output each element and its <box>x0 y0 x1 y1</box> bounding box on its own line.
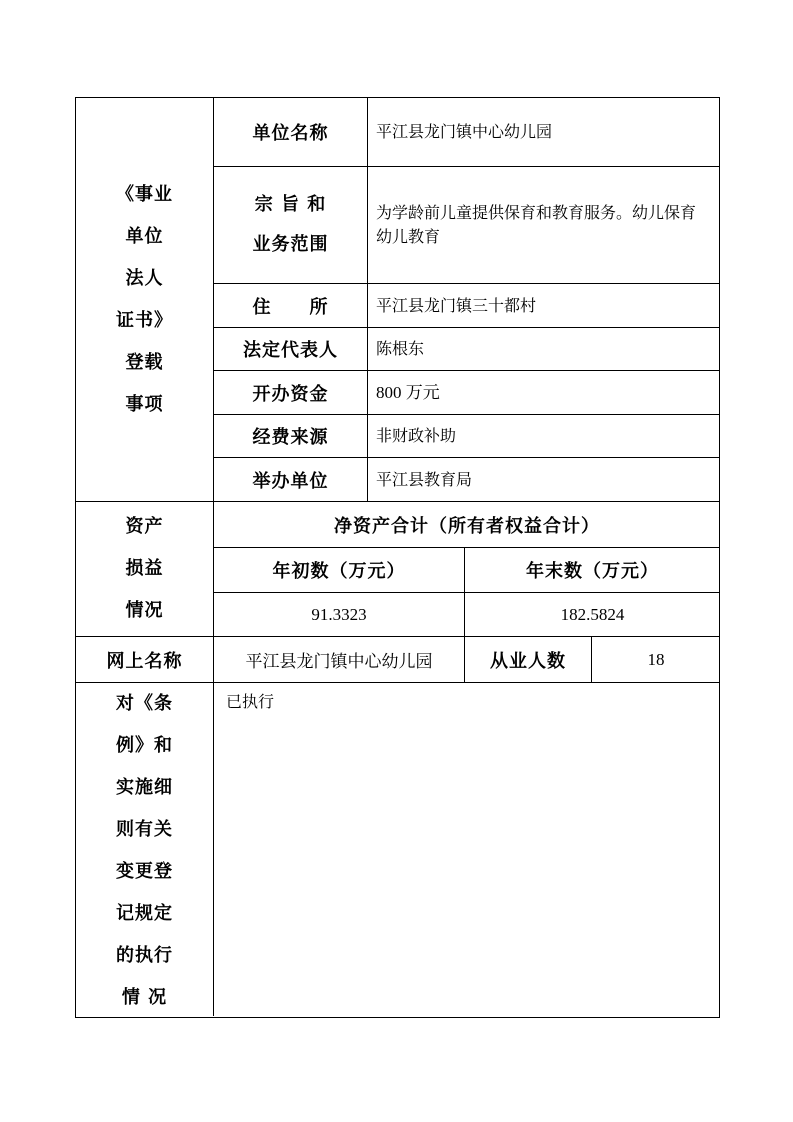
unit-name-label: 单位名称 <box>214 98 368 167</box>
funding-label: 经费来源 <box>214 415 368 458</box>
certificate-items-header-text <box>116 174 173 426</box>
header-line: 损益 <box>125 558 164 579</box>
capital-label: 开办资金 <box>214 371 368 415</box>
purpose-label-line-1: 宗 旨 和 <box>254 194 327 215</box>
staff-count: 18 <box>592 637 720 683</box>
online-name-label: 网上名称 <box>76 637 214 683</box>
sponsor-value: 平江县教育局 <box>368 458 720 502</box>
header-line: 证书》 <box>116 309 173 331</box>
net-assets-label: 净资产合计（所有者权益合计） <box>214 502 720 548</box>
assets-header <box>76 502 214 637</box>
end-value: 182.5824 <box>465 593 720 637</box>
assets-header-text <box>126 506 164 632</box>
header-line: 情 况 <box>121 987 168 1008</box>
header-line: 的执行 <box>116 945 173 966</box>
legal-rep-value: 陈根东 <box>368 328 720 371</box>
online-name-value: 平江县龙门镇中心幼儿园 <box>214 637 465 683</box>
regulation-status <box>214 683 720 1016</box>
staff-label: 从业人数 <box>465 637 592 683</box>
header-line: 则有关 <box>116 819 173 840</box>
header-line: 例》和 <box>116 735 173 756</box>
end-label: 年末数（万元） <box>465 548 720 593</box>
address-label: 住 所 <box>214 284 368 328</box>
regulation-status-value: 已执行 <box>226 692 275 711</box>
header-line: 变更登 <box>116 861 173 882</box>
registration-table <box>75 97 720 1018</box>
header-line: 法人 <box>125 267 164 289</box>
header-line: 登载 <box>125 351 164 373</box>
header-line: 资产 <box>125 516 164 537</box>
sponsor-label: 举办单位 <box>214 458 368 502</box>
header-line: 对《条 <box>116 693 173 714</box>
purpose-value: 为学龄前儿童提供保育和教育服务。幼儿保育 幼儿教育 <box>368 167 720 284</box>
legal-rep-label: 法定代表人 <box>214 328 368 371</box>
header-line: 单位 <box>125 225 164 247</box>
begin-label: 年初数（万元） <box>214 548 465 593</box>
header-line: 实施细 <box>116 777 173 798</box>
regulation-header <box>76 683 214 1016</box>
header-line: 情况 <box>125 600 164 621</box>
certificate-items-header <box>76 98 214 502</box>
address-value: 平江县龙门镇三十都村 <box>368 284 720 328</box>
begin-value: 91.3323 <box>214 593 465 637</box>
regulation-header-text <box>116 683 173 1016</box>
purpose-label-line-2: 业务范围 <box>252 234 329 255</box>
header-line: 《事业 <box>116 183 173 205</box>
funding-value: 非财政补助 <box>368 415 720 458</box>
unit-name-value: 平江县龙门镇中心幼儿园 <box>368 98 720 167</box>
purpose-label <box>214 167 368 284</box>
header-line: 事项 <box>125 393 164 415</box>
capital-value: 800 万元 <box>368 371 720 415</box>
header-line: 记规定 <box>116 903 173 924</box>
